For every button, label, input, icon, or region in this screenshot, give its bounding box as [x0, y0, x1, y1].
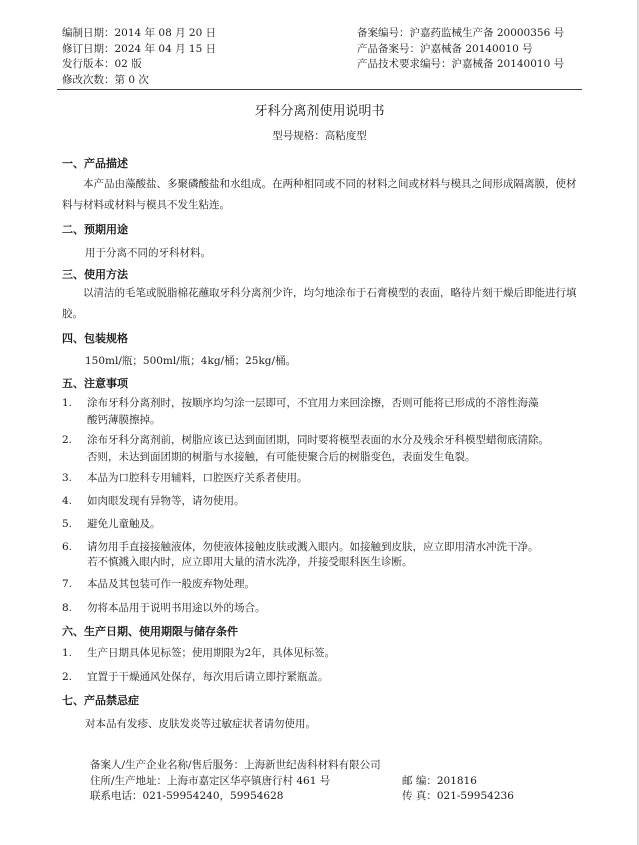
revise-date: 修订日期：2024 年 04 月 15 日 [62, 42, 217, 55]
revision-count: 修改次数：第 0 次 [62, 73, 149, 86]
compile-date: 编制日期：2014 年 08 月 20 日 [62, 27, 217, 39]
footer-phone-row [90, 789, 560, 805]
list-number: 2. [62, 671, 73, 683]
tech-req-no: 产品技术要求编号：沪嘉械备 20140010 号 [357, 58, 565, 70]
list-number: 5. [62, 518, 73, 530]
list-text: 本品为口腔科专用辅料，口腔医疗关系者使用。 [87, 472, 308, 484]
record-no: 备案编号：沪嘉药监械生产备 20000356 号 [357, 27, 565, 39]
product-record-no: 产品备案号：沪嘉械备 20140010 号 [357, 42, 533, 55]
section-heading-intended-use: 二、预期用途 [62, 223, 128, 236]
list-number: 2. [62, 434, 73, 446]
list-text: 如肉眼发现有异物等，请勿使用。 [87, 495, 245, 507]
list-number: 6. [62, 541, 73, 553]
list-text-cont: 否则，未达到面团期的树脂与水接触，有可能使聚合后的树脂变色，表面发生龟裂。 [87, 451, 476, 463]
section-text-description: 本产品由藻酸盐、多聚磷酸盐和水组成。在两种相同或不同的材料之间或材料与模具之间形成隔离膜，使材料与材料或材料与模具不发生粘连。 [62, 178, 577, 211]
list-text-cont: 酸钙薄膜擦掉。 [87, 414, 161, 426]
section-heading-usage: 三、使用方法 [62, 268, 128, 281]
page-title: 牙科分离剂使用说明书 [254, 104, 385, 119]
footer-contact [90, 758, 560, 805]
section-text-intended-use: 用于分离不同的牙科材料。 [85, 247, 211, 259]
list-number: 3. [62, 472, 73, 484]
list-text: 涂布牙科分离剂时，按顺序均匀涂一层即可，不宜用力来回涂擦，否则可能将已形成的不溶性海藻 [87, 397, 539, 409]
footer-company [90, 758, 560, 774]
meta-left-block [62, 26, 216, 88]
list-text: 涂布牙科分离剂前，树脂应该已达到面团期，同时要将模型表面的水分及残余牙科模型蜡彻底清除。 [87, 434, 549, 446]
list-text: 生产日期具体见标签；使用期限为2年，具体见标签。 [87, 647, 336, 659]
postcode: 邮 编：201816 [402, 774, 477, 787]
list-text: 请勿用手直接接触液体，勿使液体接触皮肤或溅入眼内。如接触到皮肤，应立即用清水冲洗干净。 [87, 541, 539, 553]
section-text-contraindications: 对本品有发疹、皮肤发炎等过敏症状者请勿使用。 [85, 718, 316, 730]
section-text-usage: 以清洁的毛笔或脱脂棉花蘸取牙科分离剂少许，均匀地涂布于石膏模型的表面，略待片刻干燥后即能进行填胶。 [62, 287, 577, 320]
section-heading-description: 一、产品描述 [62, 157, 128, 170]
list-number: 1. [62, 397, 73, 409]
list-text-cont: 若不慎溅入眼内时，应立即用大量的清水洗净，并接受眼科医生诊断。 [87, 556, 413, 568]
section-text-packaging: 150ml/瓶；500ml/瓶；4kg/桶；25kg/桶。 [85, 355, 297, 367]
section-heading-storage: 六、生产日期、使用期限与储存条件 [62, 625, 238, 638]
list-text: 本品及其包装可作一般废弃物处理。 [87, 578, 255, 590]
company-name: 备案人/生产企业名称/售后服务：上海新世纪齿科材料有限公司 [90, 759, 381, 771]
header-divider [57, 89, 582, 90]
model-spec: 型号规格：高粘度型 [272, 130, 367, 142]
section-heading-precautions: 五、注意事项 [62, 377, 128, 390]
list-number: 4. [62, 495, 73, 507]
list-text: 勿将本品用于说明书用途以外的场合。 [87, 602, 266, 614]
list-number: 8. [62, 602, 73, 614]
list-text: 避免儿童触及。 [87, 518, 161, 530]
version: 发行版本：02 版 [62, 58, 142, 70]
list-text: 宜置于干燥通风处保存，每次用后请立即拧紧瓶盖。 [87, 671, 329, 683]
meta-right-block [357, 26, 564, 73]
phone-number: 联系电话：021-59954240，59954628 [90, 790, 284, 802]
list-number: 7. [62, 578, 73, 590]
fax-number: 传 真：021-59954236 [402, 790, 514, 802]
section-heading-packaging: 四、包装规格 [62, 332, 128, 345]
footer-address-row [90, 774, 560, 790]
section-heading-contraindications: 七、产品禁忌症 [62, 694, 139, 707]
company-address: 住所/生产地址：上海市嘉定区华亭镇唐行村 461 号 [90, 774, 331, 787]
list-number: 1. [62, 647, 73, 659]
